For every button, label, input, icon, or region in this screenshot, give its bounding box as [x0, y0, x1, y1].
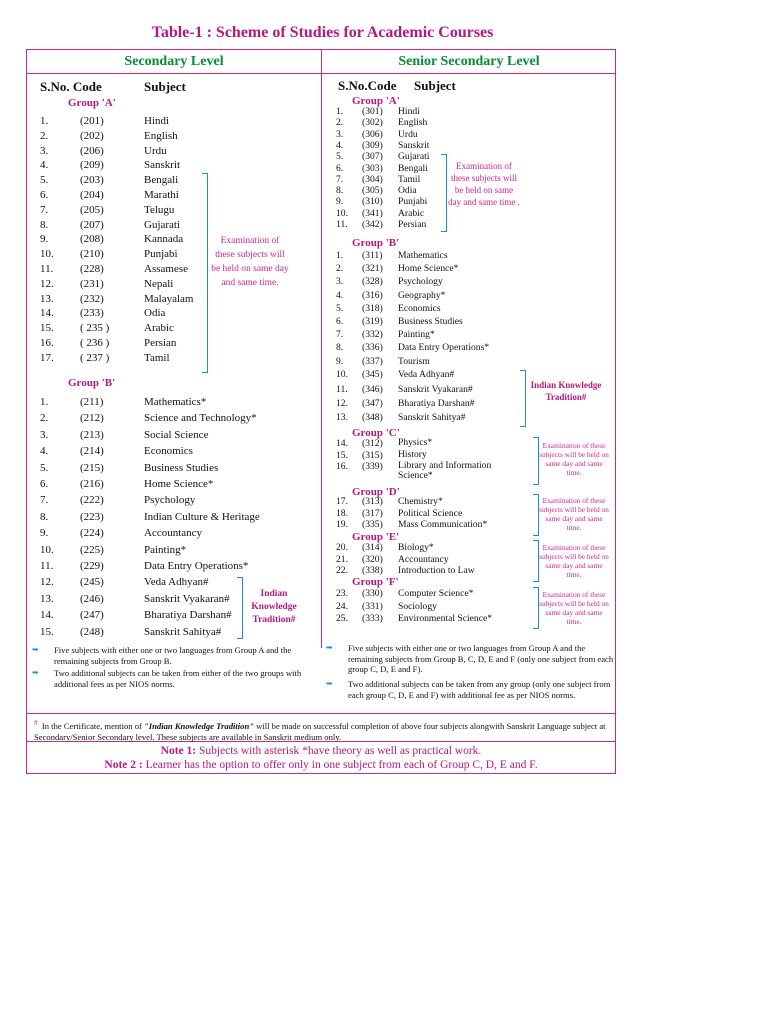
subject-name: Indian Culture & Heritage [144, 510, 260, 523]
serial-number: 12. [40, 576, 54, 589]
subject-code: (304) [362, 173, 383, 185]
subject-code: (222) [80, 494, 104, 507]
subject-code: (317) [362, 507, 383, 519]
subject-code: (309) [362, 139, 383, 151]
secondary-ikt-bracket [237, 577, 243, 639]
serial-number: 10. [336, 368, 348, 380]
serial-number: 14. [40, 307, 54, 320]
secondary-group-a-note: Examination of these subjects will be held on same day and same time. [211, 236, 289, 288]
subject-code: (210) [80, 248, 104, 261]
subject-code: (331) [362, 600, 383, 612]
subject-name: Bharatiya Darshan# [144, 609, 232, 622]
subject-name: Data Entry Operations* [144, 560, 249, 572]
subject-name: Sanskrit Vyakaran# [398, 384, 473, 395]
subject-code: (319) [362, 316, 383, 327]
serial-number: 15. [40, 625, 54, 638]
serial-number: 4. [336, 289, 344, 301]
secondary-group-b-label: Group 'B' [68, 377, 116, 389]
serial-number: 6. [40, 478, 49, 490]
subject-code: (341) [362, 207, 383, 219]
subject-name: Assamese [144, 263, 188, 275]
subject-name: Bengali [398, 162, 428, 174]
serial-number: 14. [336, 438, 348, 449]
serial-number: 11. [40, 560, 54, 572]
subject-name: English [144, 129, 178, 142]
subject-name: Painting* [144, 543, 187, 556]
subject-name: Nepali [144, 277, 174, 290]
subject-name: Computer Science* [398, 588, 474, 599]
subject-code: (311) [362, 250, 383, 261]
subject-code: (215) [80, 461, 104, 474]
subject-code: (330) [362, 588, 383, 599]
subject-code: (211) [80, 396, 104, 408]
note-1: Note 1: Subjects with asterisk *have theory as well as practical work. [160, 745, 482, 757]
subject-code: (205) [80, 203, 104, 216]
senior-group-b-label: Group 'B' [352, 237, 400, 249]
subject-code: (209) [80, 159, 104, 172]
subject-code: (216) [80, 478, 104, 490]
subject-code: (336) [362, 342, 383, 354]
serial-number: 10. [336, 207, 348, 219]
senior-bullet-1: ➥ Five subjects with either one or two languages from Group A and the remaining subjects from Group B, C, D, E and F (only one subject from each group C, D, E and F). [326, 643, 614, 675]
subject-name: Science and Technology* [144, 412, 257, 425]
subject-name: Mass Communication* [398, 519, 488, 530]
subject-name: Gujarati [144, 218, 181, 231]
subject-code: (310) [362, 196, 383, 208]
serial-number: 9. [336, 355, 344, 367]
senior-group-a-label: Group 'A' [352, 95, 400, 107]
serial-number: 6. [336, 162, 344, 174]
senior-group-d-note: Examination of these subjects will be held on same day and same time. [539, 496, 609, 532]
subject-code: (315) [362, 449, 383, 461]
secondary-heading: Secondary Level [124, 54, 224, 69]
subject-name: Tamil [144, 351, 170, 364]
subject-code: (232) [80, 292, 104, 305]
subject-name: History [398, 448, 427, 460]
subject-code: (312) [362, 438, 383, 449]
serial-number: 19. [336, 519, 348, 530]
serial-number: 3. [40, 144, 49, 157]
serial-number: 12. [40, 277, 54, 290]
subject-code: (224) [80, 527, 104, 540]
subject-name: Biology* [398, 542, 434, 553]
subject-name: Bharatiya Darshan# [398, 398, 475, 410]
ikt-footnote: # In the Certificate, mention of "Indian Knowledge Tradition" will be made on successful completion of above four subjects alongwith Sanskrit Language subject at Secondary/Senior Secondary level. These subjects are available in Sanskrit medium only. [34, 719, 606, 742]
subject-code: (212) [80, 412, 104, 425]
subject-name: Persian [398, 219, 427, 230]
serial-number: 5. [40, 461, 49, 474]
subject-code: (228) [80, 263, 104, 275]
subject-name: Accountancy [144, 527, 203, 540]
serial-number: 11. [40, 263, 54, 275]
serial-number: 16. [40, 337, 54, 349]
subject-code: (333) [362, 613, 383, 624]
senior-group-f-note: Examination of these subjects will be held on same day and same time. [539, 590, 609, 626]
subject-name: Punjabi [144, 248, 178, 261]
secondary-group-a-label: Group 'A' [68, 97, 116, 109]
subject-name: Accountancy [398, 553, 449, 565]
subject-name: Sanskrit Sahitya# [144, 625, 222, 638]
subject-name: Gujarati [398, 151, 430, 163]
serial-number: 8. [40, 510, 49, 523]
serial-number: 5. [336, 302, 344, 314]
subject-name: Environmental Science* [398, 613, 493, 624]
arrow-icon: ➥ [32, 645, 39, 654]
subject-code: (345) [362, 368, 383, 380]
subject-code: (307) [362, 151, 383, 163]
subject-code: (213) [80, 428, 104, 441]
subject-name: Economics [398, 302, 441, 314]
subject-code: (305) [362, 185, 383, 197]
subject-name: English [398, 117, 428, 129]
subject-name: Bengali [144, 174, 179, 187]
subject-name: Urdu [144, 144, 167, 157]
subject-name: Social Science [144, 428, 209, 441]
subject-name: Sanskrit Sahitya# [398, 412, 466, 424]
subject-name: Psychology [144, 494, 196, 507]
senior-group-f-label: Group 'F' [352, 576, 399, 588]
serial-number: 4. [40, 445, 49, 458]
subject-code: (207) [80, 218, 104, 231]
serial-number: 5. [40, 174, 49, 187]
subject-code: (231) [80, 277, 104, 290]
subject-code: (246) [80, 592, 104, 605]
serial-number: 7. [336, 173, 344, 185]
senior-group-c-label: Group 'C' [352, 427, 400, 439]
subject-name: Veda Adhyan# [144, 576, 209, 589]
serial-number: 2. [40, 412, 49, 425]
subject-code: (301) [362, 106, 383, 117]
serial-number: 11. [336, 384, 348, 395]
note-2: Note 2 : Learner has the option to offer only in one subject from each of Group C, D, E and F. [104, 759, 538, 771]
serial-number: 1. [40, 396, 49, 408]
subject-code: (214) [80, 445, 104, 458]
serial-number: 3. [40, 428, 49, 441]
subject-name: Business Studies [144, 461, 219, 474]
subject-code: (201) [80, 115, 104, 127]
serial-number: 13. [40, 592, 54, 605]
subject-name: Telugu [144, 203, 175, 216]
senior-ikt-bracket [520, 370, 526, 427]
subject-name: Hindi [144, 115, 170, 127]
column-divider [321, 49, 322, 648]
subject-name: Mathematics [398, 250, 448, 261]
serial-number: 11. [336, 219, 348, 230]
subject-name: Tourism [398, 355, 430, 367]
senior-ikt-note: Indian Knowledge Tradition# [530, 380, 602, 402]
subject-name: Odia [398, 185, 417, 197]
serial-number: 3. [336, 276, 344, 288]
subject-name: Library and Information Science* [398, 460, 492, 481]
serial-number: 7. [336, 329, 344, 341]
serial-number: 9. [40, 527, 49, 540]
subject-code: (223) [80, 510, 104, 523]
subject-code: (202) [80, 129, 104, 142]
subject-code: ( 236 ) [80, 337, 110, 349]
serial-number: 16. [336, 461, 348, 472]
serial-number: 2. [40, 129, 49, 142]
subject-name: Malayalam [144, 292, 194, 305]
arrow-icon: ➥ [326, 643, 333, 652]
subject-name: Geography* [398, 289, 446, 301]
subject-name: Physics* [398, 437, 433, 448]
secondary-bullet-2: ➥ Two additional subjects can be taken from either of the two groups with additional fees as per NIOS norms. [32, 668, 302, 689]
subject-name: Political Science [398, 507, 463, 519]
subject-name: Data Entry Operations* [398, 342, 490, 354]
serial-number: 10. [40, 248, 54, 261]
serial-number: 6. [336, 316, 344, 327]
serial-number: 21. [336, 553, 348, 565]
senior-group-a-note: Examination of these subjects will be held on same day and same time . [448, 161, 520, 207]
subject-name: Odia [144, 307, 166, 320]
subject-name: Urdu [398, 128, 418, 140]
serial-number: 15. [40, 322, 54, 335]
serial-number: 17. [336, 496, 348, 507]
subject-code: (338) [362, 565, 383, 576]
subject-code: (316) [362, 289, 383, 301]
subject-code: (337) [362, 355, 383, 367]
secondary-group-a-bracket [202, 173, 208, 373]
subject-code: ( 235 ) [80, 322, 110, 335]
serial-number: 10. [40, 543, 54, 556]
subject-name: Business Studies [398, 316, 463, 327]
subject-code: (339) [362, 461, 383, 472]
subject-code: (204) [80, 189, 104, 201]
subject-name: Sociology [398, 600, 437, 612]
serial-number: 6. [40, 189, 49, 201]
arrow-icon: ➥ [326, 679, 333, 688]
subject-name: Sanskrit Vyakaran# [144, 592, 230, 605]
senior-col-sno-code: S.No.Code [338, 78, 397, 93]
subject-name: Tamil [398, 173, 421, 185]
subject-code: (318) [362, 302, 383, 314]
subject-code: (248) [80, 625, 104, 638]
page-title: Table-1 : Scheme of Studies for Academic Courses [151, 24, 494, 41]
senior-group-c-note: Examination of these subjects will be held on same day and same time. [539, 441, 609, 477]
subject-code: (342) [362, 219, 383, 230]
senior-bullet-2: ➥ Two additional subjects can be taken from any group (only one subject from each group C, D, E and F) with additional fee as per NIOS norms. [326, 679, 611, 700]
subject-code: ( 237 ) [80, 351, 110, 364]
subject-name: Home Science* [144, 478, 214, 490]
subject-name: Sanskrit [144, 159, 181, 172]
secondary-ikt-note: Indian Knowledge Tradition# [251, 589, 297, 625]
subject-name: Home Science* [398, 263, 459, 275]
subject-code: (233) [80, 307, 104, 320]
serial-number: 5. [336, 151, 344, 163]
subject-name: Hindi [398, 106, 420, 117]
subject-code: (303) [362, 162, 383, 174]
subject-code: (335) [362, 519, 383, 530]
secondary-bullet-1: ➥ Five subjects with either one or two languages from Group A and the remaining subjects from Group B. [32, 645, 292, 666]
serial-number: 20. [336, 542, 348, 553]
serial-number: 7. [40, 494, 49, 507]
subject-name: Punjabi [398, 196, 428, 208]
subject-name: Painting* [398, 329, 435, 341]
serial-number: 12. [336, 398, 348, 410]
serial-number: 7. [40, 203, 49, 216]
subject-name: Kannada [144, 233, 184, 246]
subject-code: (313) [362, 496, 383, 507]
serial-number: 3. [336, 128, 344, 140]
senior-heading: Senior Secondary Level [398, 54, 540, 69]
subject-code: (306) [362, 128, 383, 140]
serial-number: 13. [336, 412, 348, 424]
subject-code: (328) [362, 276, 383, 288]
subject-name: Economics [144, 445, 193, 458]
subject-code: (229) [80, 560, 104, 572]
subject-code: (208) [80, 233, 104, 246]
subject-code: (206) [80, 144, 104, 157]
subject-code: (346) [362, 384, 383, 395]
subject-code: (320) [362, 553, 383, 565]
subject-name: Chemistry* [398, 496, 443, 507]
subject-code: (247) [80, 609, 104, 622]
senior-group-a-bracket [441, 154, 447, 232]
subject-code: (203) [80, 174, 104, 187]
subject-name: Marathi [144, 189, 179, 201]
serial-number: 23. [336, 588, 348, 599]
serial-number: 1. [336, 106, 344, 117]
senior-group-e-label: Group 'E' [352, 531, 400, 543]
footnote-divider [26, 713, 616, 714]
serial-number: 18. [336, 507, 348, 519]
subject-name: Introduction to Law [398, 565, 475, 576]
secondary-col-sno-code: S.No. Code [40, 79, 102, 94]
senior-col-subject: Subject [414, 78, 456, 93]
serial-number: 24. [336, 600, 348, 612]
serial-number: 22. [336, 565, 348, 576]
serial-number: 8. [336, 342, 344, 354]
serial-number: 9. [40, 233, 49, 246]
subject-name: Arabic [398, 207, 425, 219]
serial-number: 14. [40, 609, 54, 622]
serial-number: 9. [336, 196, 344, 208]
subject-name: Arabic [144, 322, 174, 335]
senior-group-d-label: Group 'D' [352, 486, 400, 498]
subject-code: (314) [362, 542, 383, 553]
serial-number: 25. [336, 613, 348, 624]
serial-number: 1. [336, 250, 344, 261]
senior-group-e-note: Examination of these subjects will be held on same day and same time. [539, 543, 609, 579]
subject-name: Mathematics* [144, 396, 207, 408]
notes-block [26, 744, 616, 772]
subject-code: (332) [362, 329, 383, 341]
serial-number: 15. [336, 449, 348, 461]
subject-code: (321) [362, 263, 383, 275]
serial-number: 2. [336, 263, 344, 275]
subject-name: Psychology [398, 276, 443, 288]
subject-code: (302) [362, 117, 383, 129]
subject-name: Sanskrit [398, 139, 430, 151]
serial-number: 4. [40, 159, 49, 172]
subject-code: (225) [80, 543, 104, 556]
serial-number: 13. [40, 292, 54, 305]
subject-code: (348) [362, 412, 383, 424]
subject-code: (245) [80, 576, 104, 589]
serial-number: 4. [336, 139, 344, 151]
secondary-col-subject: Subject [144, 79, 186, 94]
serial-number: 17. [40, 351, 54, 364]
subject-name: Persian [144, 337, 177, 349]
serial-number: 8. [336, 185, 344, 197]
subject-code: (347) [362, 398, 383, 410]
serial-number: 8. [40, 218, 49, 231]
serial-number: 1. [40, 115, 49, 127]
serial-number: 2. [336, 117, 344, 129]
subject-name: Veda Adhyan# [398, 368, 455, 380]
arrow-icon: ➥ [32, 668, 39, 677]
